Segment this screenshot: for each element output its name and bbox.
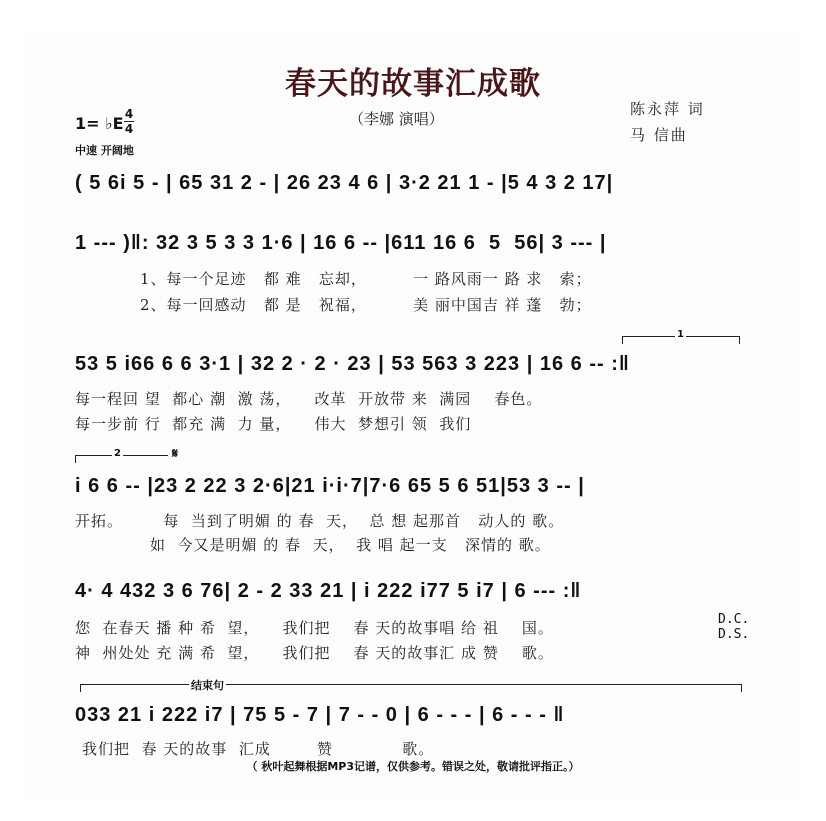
notation-row-6: 033 21 i 222 i7 | 75 5 - 7 | 7 - - 0 | 6 - - - | 6 - - - ‖ <box>75 704 565 726</box>
lyricist-credit: 陈永萍 词 <box>630 100 705 118</box>
lyric-row-3-verse-2: 每一步前 行 都充 满 力 量， 伟大 梦想引 领 我们 <box>75 415 472 433</box>
song-title: 春天的故事汇成歌 <box>285 66 541 102</box>
notation-row-1: ( 5 6i 5 - | 65 31 2 - | 26 23 4 6 | 3·2 21 1 - |5 4 3 2 17| <box>75 172 614 194</box>
notation-row-3: 53 5 i66 6 6 3·1 | 32 2 · 2 · 23 | 53 563 3 223 | 16 6 -- :‖ <box>75 353 630 375</box>
lyric-row-3-verse-1: 每一程回 望 都心 潮 激 荡， 改革 开放带 来 满园 春色。 <box>75 390 543 408</box>
ending-bracket <box>80 679 742 692</box>
composer-credit: 马 信曲 <box>630 126 688 144</box>
lyric-row-6: 我们把 春 天的故事 汇成 赞 歌。 <box>82 740 435 758</box>
ending-label: 结束句 <box>191 679 224 692</box>
singer-credit: （李娜 演唱） <box>349 110 444 128</box>
volta-1-label: 1 <box>677 329 684 340</box>
key-signature: 1= ♭E <box>75 114 124 133</box>
time-sig-top: 4 <box>124 107 134 121</box>
tempo-marking: 中速 开阔地 <box>75 144 134 157</box>
jump-marks <box>718 612 749 642</box>
lyric-row-4-verse-2: 如 今又是明媚 的 春 天， 我 唱 起一支 深情的 歌。 <box>75 536 551 554</box>
lyric-row-5-verse-2: 神 州处处 充 满 希 望， 我们把 春 天的故事汇 成 赞 歌。 <box>75 644 554 662</box>
volta-1-bracket <box>622 329 740 344</box>
lyric-row-2-verse-1: 1、每一个足迹 都 难 忘却， 一 路风雨一 路 求 索； <box>140 270 592 288</box>
time-signature <box>124 108 134 135</box>
lyric-row-4-verse-1: 开拓。 每 当到了明媚 的 春 天， 总 想 起那首 动人的 歌。 <box>75 512 565 530</box>
lyric-row-5-verse-1: 您 在春天 播 种 希 望， 我们把 春 天的故事唱 给 祖 国。 <box>75 619 554 637</box>
ds-mark: D.S. <box>718 627 750 642</box>
notation-row-5: 4· 4 432 3 6 76| 2 - 2 33 21 | i 222 i77 5 i7 | 6 --- :‖ <box>75 580 582 602</box>
transcription-footnote: （ 秋叶起舞根据MP3记谱，仅供参考。错误之处，敬请批评指正。） <box>246 760 580 773</box>
time-sig-bottom: 4 <box>124 122 134 136</box>
segno-icon: 𝄋 <box>172 446 179 462</box>
notation-row-2: 1 --- )‖: 32 3 5 3 3 1·6 | 16 6 -- |611 16 6 5 56| 3 --- | <box>75 232 607 254</box>
dc-mark: D.C. <box>718 612 750 627</box>
volta-2-label: 2 <box>114 448 121 459</box>
lyric-row-2-verse-2: 2、每一回感动 都 是 祝福， 美 丽中国吉 祥 蓬 勃； <box>140 296 592 314</box>
volta-2-bracket <box>75 448 168 463</box>
notation-row-4: i 6 6 -- |23 2 22 3 2·6|21 i·i·7|7·6 65 5 6 51|53 3 -- | <box>75 475 585 497</box>
